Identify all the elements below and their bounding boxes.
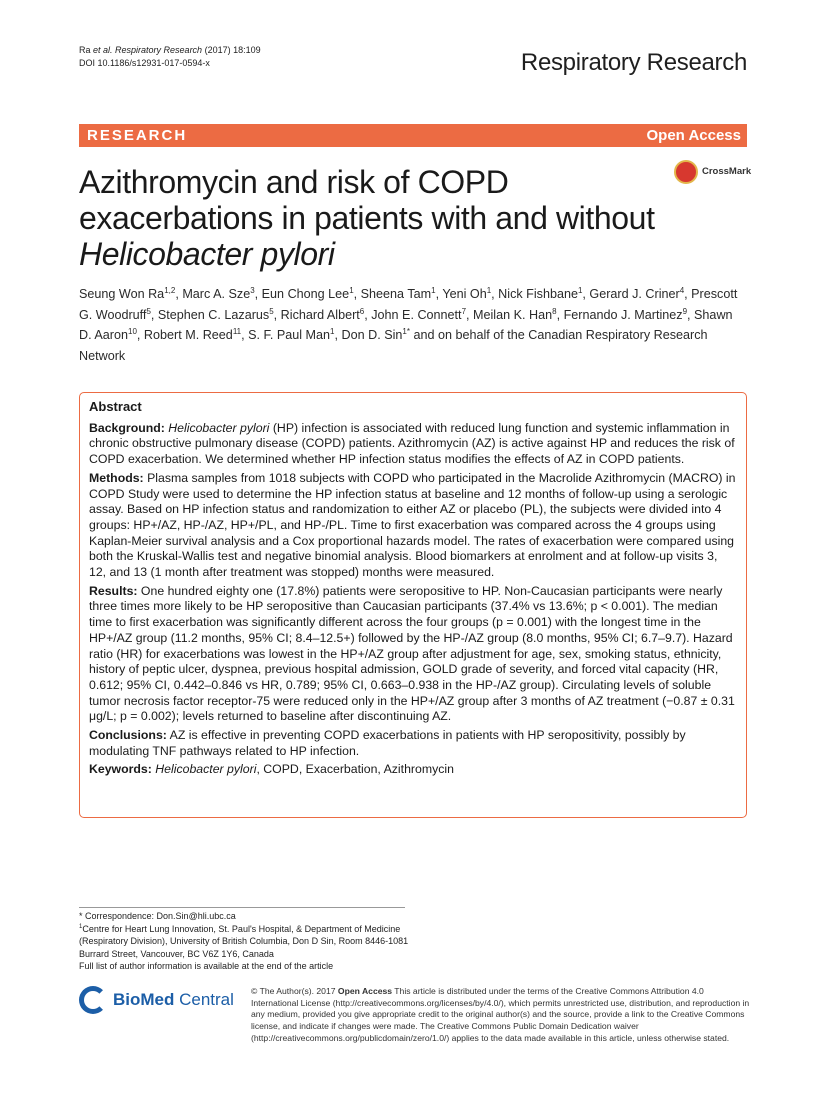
author-affiliation: 7 <box>461 306 467 316</box>
crossmark-label: CrossMark <box>702 166 752 177</box>
author-name: Marc A. Sze <box>182 287 251 301</box>
crossmark-badge[interactable] <box>674 160 754 186</box>
bmc-circle-icon <box>79 986 107 1014</box>
doi[interactable]: DOI 10.1186/s12931-017-0594-x <box>79 58 210 68</box>
author-separator: , <box>273 307 281 322</box>
biomed-central-logo <box>79 986 239 1016</box>
author-separator: , <box>466 307 474 322</box>
author-affiliation: 5 <box>269 306 274 316</box>
article-type-banner <box>79 124 747 147</box>
citation-header <box>79 44 261 70</box>
author-affiliation: 1 <box>577 285 583 295</box>
author-separator: , <box>353 287 361 301</box>
title-line: exacerbations in patients with and without <box>79 200 655 236</box>
author-name: Fernando J. Martinez <box>563 307 683 322</box>
author-separator: , <box>491 287 499 301</box>
author-separator: and on behalf of the Canadian Respiratory Research Network <box>79 328 708 363</box>
author-separator: , <box>254 287 262 301</box>
author-name: Yeni Oh <box>442 287 487 301</box>
author-affiliation: 1 <box>486 285 492 295</box>
author-name: Eun Chong Lee <box>261 287 350 301</box>
author-name: Meilan K. Han <box>473 307 553 322</box>
author-separator: , <box>175 287 183 301</box>
abstract-methods: Methods: Plasma samples from 1018 subjects with COPD who participated in the Macrolide Azithromycin (MACRO) in COPD Study were used to determine the HP infection status at baseline and 12 months of follow-up using a serologic assay. Based on HP infection status and randomization to either AZ or placebo (PL), the subjects were divided into 4 groups: HP+/AZ, HP-/AZ, HP+/PL, and HP-/PL. Time to first exacerbation was compared across the 4 groups using Kaplan-Meier survival analysis and a Cox proportional hazards model. The rates of exacerbation were compared using both the Kruskal-Wallis test and negative binomial analysis. Blood biomarkers at enrolment and at follow-up visits 3, 12, and 13 (1 month after treatment was stopped) months were measured. <box>89 470 736 580</box>
footnotes <box>79 910 419 973</box>
author-affiliation: 5 <box>146 306 151 316</box>
author-list <box>79 284 747 366</box>
author-name: Shawn D. Aaron <box>79 307 733 342</box>
author-name: Richard Albert <box>280 307 360 322</box>
abstract-heading: Abstract <box>89 399 142 414</box>
author-separator: , <box>582 287 590 301</box>
author-affiliation: 9 <box>682 306 688 316</box>
author-separator: , <box>684 287 692 301</box>
author-affiliation: 1 <box>330 326 335 336</box>
abstract-results: Results: One hundred eighty one (17.8%) patients were seropositive to HP. Non-Caucasian participants were nearly three times more likely to be HP seropositive than Caucasian participants (37.4% vs 13.6%; p < 0.001). The median time to first exacerbation was significantly different across the four groups (p = 0.001) with the longest time in the HP+/AZ group (11.2 months, 95% CI; 8.4–12.5+) followed by the HP-/AZ group (8.0 months, 95% CI; 6.7–9.7). Hazard ratio (HR) for exacerbations was lowest in the HP+/AZ group after adjustment for age, sex, smoking status, ethnicity, history of peptic ulcer, dyspnea, previous hospital admission, GOLD grade of severity, and forced vital capacity (HR, 0.612; 95% CI, 0.442–0.846 vs HR, 0.789; 95% CI, 0.663–0.938 in the HP-/AZ group). Circulating levels of soluble tumor necrosis factor receptor-75 were reduced only in the HP+/AZ group after 3 months of AZ treatment (−0.87 ± 0.31 μg/L; p = 0.002); levels returned to baseline after discontinuing AZ. <box>89 583 735 724</box>
author-separator: , <box>364 307 372 322</box>
author-affiliation: 8 <box>552 306 557 316</box>
author-name: Robert M. Reed <box>143 328 233 342</box>
title-line: Azithromycin and risk of COPD <box>79 164 509 200</box>
author-separator: , <box>334 328 342 342</box>
abstract-keywords: Keywords: Helicobacter pylori, COPD, Exacerbation, Azithromycin <box>89 762 454 777</box>
author-affiliation: 1 <box>349 285 354 295</box>
author-name: Nick Fishbane <box>498 287 578 301</box>
author-name: Seung Won Ra <box>79 287 165 301</box>
author-name: Stephen C. Lazarus <box>157 307 270 322</box>
author-name: S. F. Paul Man <box>248 328 331 342</box>
author-affiliation: 11 <box>232 326 242 336</box>
author-name: Prescott G. Woodruff <box>79 287 738 322</box>
abstract-conclusions: Conclusions: AZ is effective in preventing COPD exacerbations in patients with HP seropositivity, possibly by modulating TNF pathways related to HP infection. <box>89 728 686 758</box>
license-statement: © The Author(s). 2017 Open Access This article is distributed under the terms of the Creative Commons Attribution 4.0 International License (http://creativecommons.org/licenses/by/4.0/), which permits unrestricted use, distribution, and reproduction in any medium, provided you give appropriate credit to the original author(s) and the source, provide a link to the Creative Commons license, and indicate if changes were made. The Creative Commons Public Domain Dedication waiver (http://creativecommons.org/publicdomain/zero/1.0/) applies to the data made available in this article, unless otherwise stated. <box>251 986 750 1043</box>
author-name: John E. Connett <box>371 307 462 322</box>
article-type-label: RESEARCH <box>87 127 188 144</box>
author-affiliation: 6 <box>359 306 365 316</box>
correspondence[interactable]: * Correspondence: Don.Sin@hli.ubc.ca <box>79 911 236 921</box>
author-separator: , <box>241 328 249 342</box>
article-title <box>79 164 669 272</box>
journal-name: Respiratory Research <box>520 49 747 76</box>
author-name: Sheena Tam <box>360 287 432 301</box>
author-affiliation: 1* <box>402 326 410 336</box>
author-affiliation: 1,2 <box>164 285 176 295</box>
affiliation-note: $^1$Centre for Heart Lung Innovation, St. Paul's Hospital, & Department of Medicine (Respiratory Division), University of British Columbia, Don D Sin, Room 8446-1081 Burrard Street, Vancouver, BC V6Z 1Y6, Canada <box>79 923 409 959</box>
author-separator: , <box>556 307 564 322</box>
author-affiliation: 4 <box>679 285 685 295</box>
author-separator: , <box>435 287 443 301</box>
author-affiliation: 3 <box>250 285 255 295</box>
citation-line: Ra et al. Respiratory Research (2017) 18:109 <box>79 45 261 55</box>
publisher-name: BioMed Central <box>113 990 234 1009</box>
footnote-divider <box>79 907 405 908</box>
author-separator: , <box>150 307 158 322</box>
abstract-background: Background: Helicobacter pylori (HP) infection is associated with reduced lung function and systemic inflammation in chronic obstructive pulmonary disease (COPD) patients. Azithromycin (AZ) is active against HP and reduces the risk of COPD exacerbation. We determined whether HP infection status modifies the effects of AZ in COPD patients. <box>89 420 735 467</box>
author-separator: , <box>136 328 144 342</box>
crossmark-icon <box>674 160 698 184</box>
author-name: Don D. Sin <box>341 328 403 342</box>
abstract-box <box>79 392 747 818</box>
author-affiliation: 10 <box>128 326 137 336</box>
author-name: Gerard J. Criner <box>589 287 680 301</box>
author-info-note: Full list of author information is available at the end of the article <box>79 961 334 971</box>
title-line: Helicobacter pylori <box>79 236 335 272</box>
author-separator: , <box>687 307 695 322</box>
open-access-label: Open Access <box>646 127 741 144</box>
author-affiliation: 1 <box>431 285 436 295</box>
